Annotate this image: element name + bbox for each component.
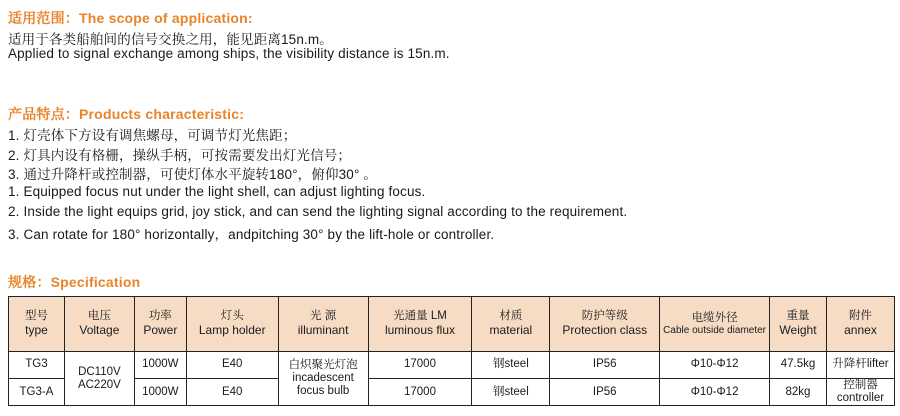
cell-material: 钢steel	[472, 352, 550, 379]
header-voltage: 电压 Voltage	[64, 297, 134, 352]
product-feature-en-2: 2. Inside the light equips grid, joy stick, and can send the lighting signal according to the requirement.	[8, 204, 628, 219]
products-heading: 产品特点：Products characteristic:	[8, 106, 245, 122]
scope-text-en: Applied to signal exchange among ships, the visibility distance is 15n.m.	[8, 46, 450, 61]
cell-annex: 升降杆lifter	[826, 352, 894, 379]
header-annex: 附件 annex	[826, 297, 894, 352]
scope-text-zh: 适用于各类船舶间的信号交换之用，能见距离15n.m。	[8, 32, 333, 47]
voltage-dc: DC110V	[78, 365, 121, 378]
header-type: 型号 type	[9, 297, 65, 352]
cell-protection: IP56	[550, 379, 660, 406]
table-header-row	[9, 297, 895, 352]
table-row	[9, 352, 895, 379]
header-protection-class: 防护等级 Protection class	[550, 297, 660, 352]
cell-weight: 47.5kg	[770, 352, 827, 379]
illuminant-zh: 白炽聚光灯泡	[288, 358, 358, 371]
header-material: 材质 material	[472, 297, 550, 352]
header-luminous-flux: 光通量 LM luminous flux	[368, 297, 472, 352]
cell-flux: 17000	[368, 379, 472, 406]
cell-power: 1000W	[134, 352, 186, 379]
cell-annex: 控制器controller	[826, 379, 894, 406]
cell-cable: Φ10-Φ12	[660, 379, 770, 406]
specification-table	[8, 296, 895, 406]
spec-heading: 规格：Specification	[8, 274, 141, 290]
product-feature-zh-3: 3. 通过升降杆或控制器，可使灯体水平旋转180°，俯仰30° 。	[8, 167, 378, 182]
scope-heading: 适用范围：The scope of application:	[8, 10, 253, 26]
header-power: 功率 Power	[134, 297, 186, 352]
voltage-ac: AC220V	[77, 378, 121, 391]
cell-lamp-holder: E40	[186, 379, 278, 406]
product-feature-zh-2: 2. 灯具内设有格栅，操纵手柄，可按需要发出灯光信号；	[8, 148, 352, 163]
product-feature-en-1: 1. Equipped focus nut under the light shell, can adjust lighting focus.	[8, 184, 426, 199]
product-feature-en-3: 3. Can rotate for 180° horizontally，andpitching 30° by the lift-hole or controller.	[8, 227, 495, 242]
cell-flux: 17000	[368, 352, 472, 379]
cell-protection: IP56	[550, 352, 660, 379]
header-illuminant: 光 源 illuminant	[278, 297, 368, 352]
illuminant-en-1: incadescent	[292, 372, 354, 385]
illuminant-en-2: focus bulb	[296, 385, 350, 398]
product-feature-zh-1: 1. 灯壳体下方设有调焦螺母，可调节灯光焦距；	[8, 128, 297, 143]
cell-type: TG3-A	[9, 379, 65, 406]
header-cable-diameter: 电缆外径 Cable outside diameter	[660, 297, 770, 352]
cell-lamp-holder: E40	[186, 352, 278, 379]
cell-voltage	[64, 352, 134, 406]
cell-type: TG3	[9, 352, 65, 379]
table-row	[9, 379, 895, 406]
cell-power: 1000W	[134, 379, 186, 406]
cell-cable: Φ10-Φ12	[660, 352, 770, 379]
cell-weight: 82kg	[770, 379, 827, 406]
header-weight: 重量 Weight	[770, 297, 827, 352]
header-lamp-holder: 灯头 Lamp holder	[186, 297, 278, 352]
cell-illuminant	[278, 352, 368, 406]
cell-material: 钢steel	[472, 379, 550, 406]
